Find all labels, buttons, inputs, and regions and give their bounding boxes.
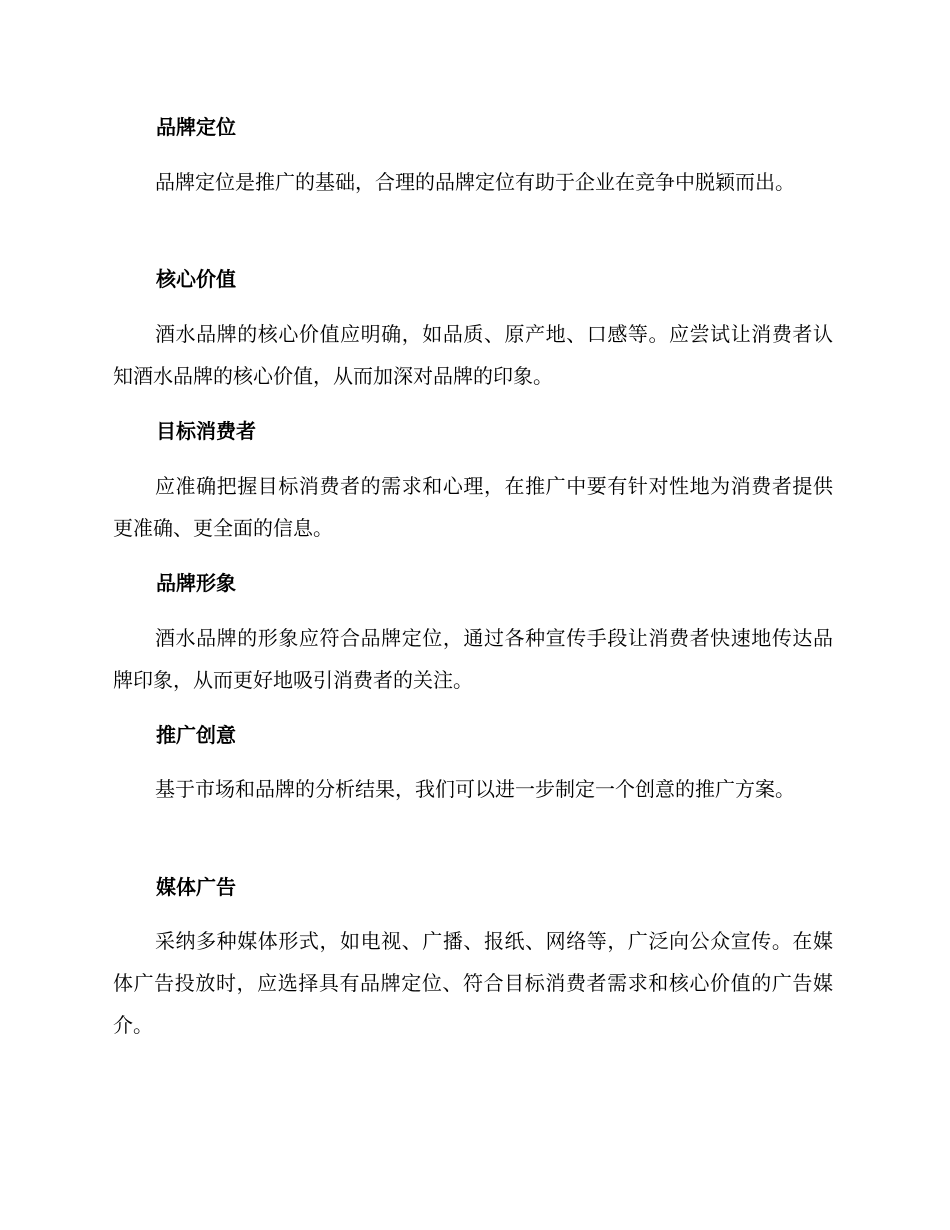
section-body-brand-positioning: 品牌定位是推广的基础，合理的品牌定位有助于企业在竞争中脱颖而出。 xyxy=(155,170,795,194)
section-body-target-consumers: 应准确把握目标消费者的需求和心理，在推广中要有针对性地为消费者提供更准确、更全面的信息。 xyxy=(113,474,833,540)
section-heading-brand-image: 品牌形象 xyxy=(156,571,236,595)
section-heading-target-consumers: 目标消费者 xyxy=(156,419,256,443)
section-heading-promotion-idea: 推广创意 xyxy=(156,723,236,747)
section-heading-core-value: 核心价值 xyxy=(156,267,236,291)
section-body-promotion-idea: 基于市场和品牌的分析结果，我们可以进一步制定一个创意的推广方案。 xyxy=(155,777,795,801)
section-body-media-ads: 采纳多种媒体形式，如电视、广播、报纸、网络等，广泛向公众宣传。在媒体广告投放时，应选择具有品牌定位、符合目标消费者需求和核心价值的广告媒介。 xyxy=(113,929,833,1037)
section-heading-brand-positioning: 品牌定位 xyxy=(156,115,236,139)
section-body-core-value: 酒水品牌的核心价值应明确，如品质、原产地、口感等。应尝试让消费者认知酒水品牌的核心价值，从而加深对品牌的印象。 xyxy=(113,322,833,388)
section-body-brand-image: 酒水品牌的形象应符合品牌定位，通过各种宣传手段让消费者快速地传达品牌印象，从而更好地吸引消费者的关注。 xyxy=(113,626,833,692)
section-heading-media-ads: 媒体广告 xyxy=(156,875,236,899)
